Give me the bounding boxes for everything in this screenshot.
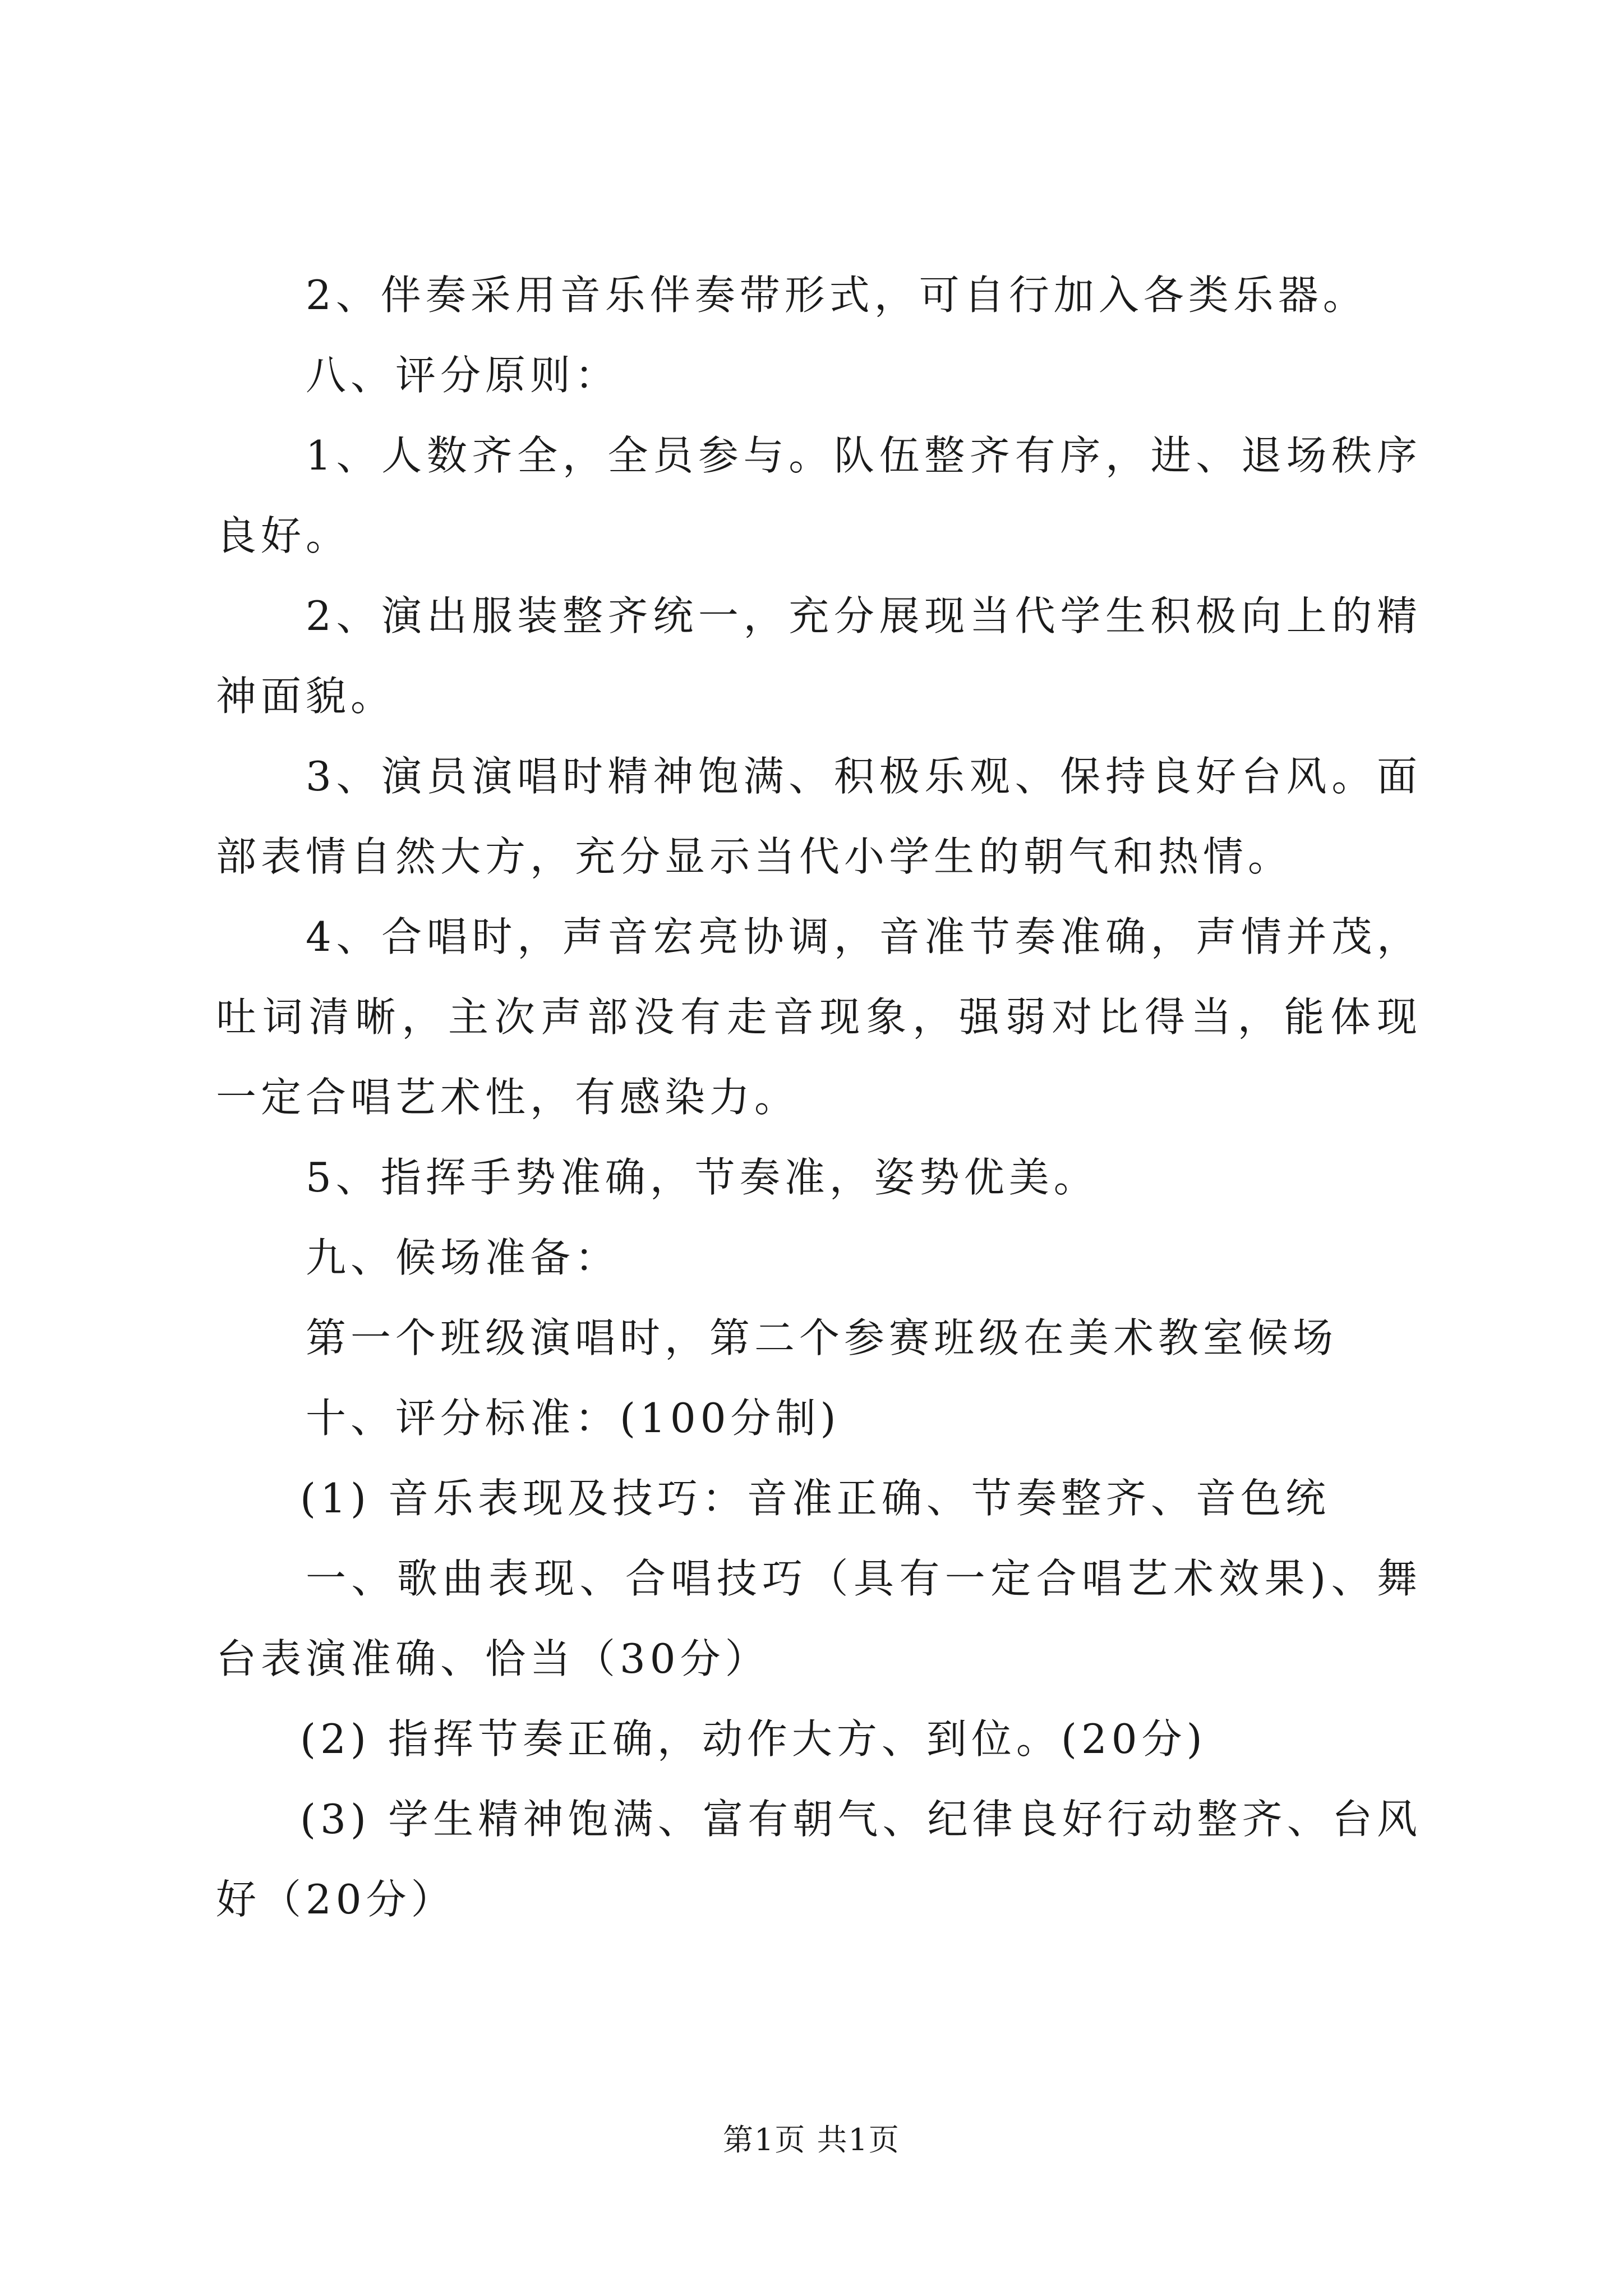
paragraph-principle-4: 4、合唱时，声音宏亮协调，音准节奏准确，声情并茂，吐词清晰，主次声部没有走音现象，强弱对比得当，能体现一定合唱艺术性，有感染力。 — [216, 913, 1422, 1121]
paragraph-accompaniment: 2、伴奏采用音乐伴奏带形式，可自行加入各类乐器。 — [306, 272, 1368, 319]
heading-scoring-principles: 八、评分原则： — [306, 352, 620, 399]
document-body — [216, 255, 1422, 1940]
paragraph-waiting-room: 第一个班级演唱时，第二个参赛班级在美术教室候场 — [306, 1314, 1338, 1361]
page-footer: 第1页 共1页 — [723, 2122, 900, 2157]
paragraph-standard-1: (1) 音乐表现及技巧：音准正确、节奏整齐、音色统 — [300, 1475, 1330, 1522]
paragraph-standard-1-continued: 一、歌曲表现、合唱技巧（具有一定合唱艺术效果)、舞台表演准确、恰当（30分） — [216, 1555, 1422, 1682]
paragraph-principle-3: 3、演员演唱时精神饱满、积极乐观、保持良好台风。面部表情自然大方，充分显示当代小学生的朝气和热情。 — [216, 753, 1422, 880]
heading-waiting-preparation: 九、候场准备： — [306, 1234, 620, 1281]
paragraph-standard-2: (2) 指挥节奏正确，动作大方、到位。(20分) — [300, 1715, 1207, 1763]
paragraph-principle-5: 5、指挥手势准确，节奏准，姿势优美。 — [306, 1154, 1099, 1201]
paragraph-principle-2: 2、演出服装整齐统一，充分展现当代学生积极向上的精神面貌。 — [216, 592, 1422, 720]
paragraph-principle-1: 1、人数齐全，全员参与。队伍整齐有序，进、退场秩序良好。 — [216, 432, 1422, 559]
paragraph-standard-3: (3) 学生精神饱满、富有朝气、纪律良好行动整齐、台风好（20分） — [216, 1796, 1422, 1923]
heading-scoring-standard: 十、评分标准：(100分制) — [306, 1395, 841, 1442]
